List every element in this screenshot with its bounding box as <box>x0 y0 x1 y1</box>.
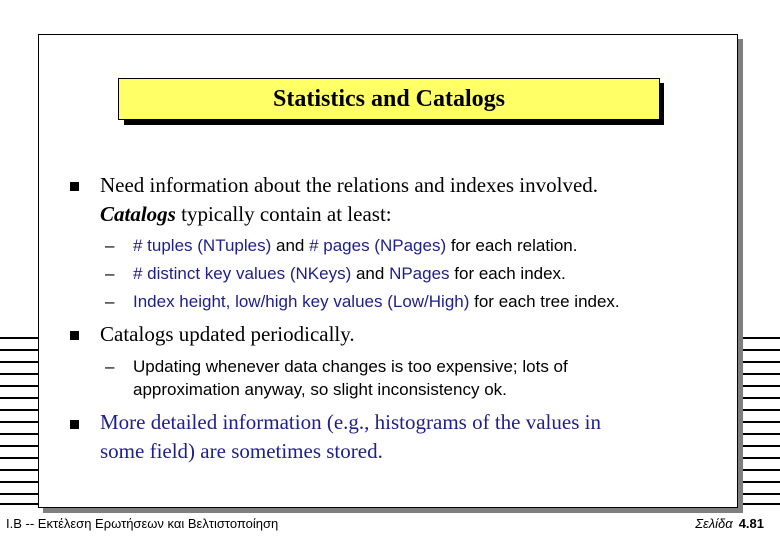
catalogs-emphasis: Catalogs <box>100 202 176 226</box>
bullet-3-line-1: More detailed information (e.g., histograms of the values in <box>100 410 601 434</box>
subitem-2-a: # distinct key values (NKeys) <box>133 264 352 283</box>
dash-marker: – <box>105 236 115 255</box>
dash-marker: – <box>105 264 115 283</box>
subitem-2-b: and <box>351 264 390 283</box>
bullet-2-text: Catalogs updated periodically. <box>100 322 355 346</box>
bullet-1-line-2-rest: typically contain at least: <box>175 202 392 226</box>
left-decorative-lines <box>0 337 38 505</box>
subitem-1 <box>133 233 577 259</box>
dash-marker: – <box>105 292 115 311</box>
subitem-3-b: for each tree index. <box>469 292 620 311</box>
subitem-1-c: # pages (NPages) <box>309 236 447 255</box>
subitem-1-a: # tuples (NTuples) <box>133 236 272 255</box>
bullet-square-icon <box>70 182 79 191</box>
bullet-1-line-2 <box>100 200 392 229</box>
footer-page-info <box>695 516 764 531</box>
subitem-2-c: NPages <box>389 264 450 283</box>
dash-marker: – <box>105 357 115 376</box>
bullet-3-line-2: some field) are sometimes stored. <box>100 439 383 463</box>
subitem-2-d: for each index. <box>449 264 566 283</box>
subitem-1-b: and <box>271 236 310 255</box>
subitem-3 <box>133 289 620 315</box>
footer-course-title: I.B -- Εκτέλεση Ερωτήσεων και Βελτιστοποίηση <box>6 516 279 531</box>
slide-title-text: Statistics and Catalogs <box>272 85 506 112</box>
bullet-2-sub-line-2: approximation anyway, so slight inconsistency ok. <box>133 380 507 399</box>
subitem-2 <box>133 261 566 287</box>
bullet-square-icon <box>70 420 79 429</box>
right-decorative-lines <box>741 337 780 505</box>
footer-page-label: Σελίδα <box>695 516 733 531</box>
subitem-3-a: Index height, low/high key values (Low/High) <box>133 292 470 311</box>
bullet-1-line-1: Need information about the relations and indexes involved. <box>100 173 599 197</box>
footer-page-number: 4.81 <box>738 516 764 531</box>
subitem-1-d: for each relation. <box>446 236 578 255</box>
bullet-2-sub-line-1: Updating whenever data changes is too expensive; lots of <box>133 357 568 376</box>
bullet-square-icon <box>70 331 79 340</box>
slide-title <box>118 78 660 120</box>
